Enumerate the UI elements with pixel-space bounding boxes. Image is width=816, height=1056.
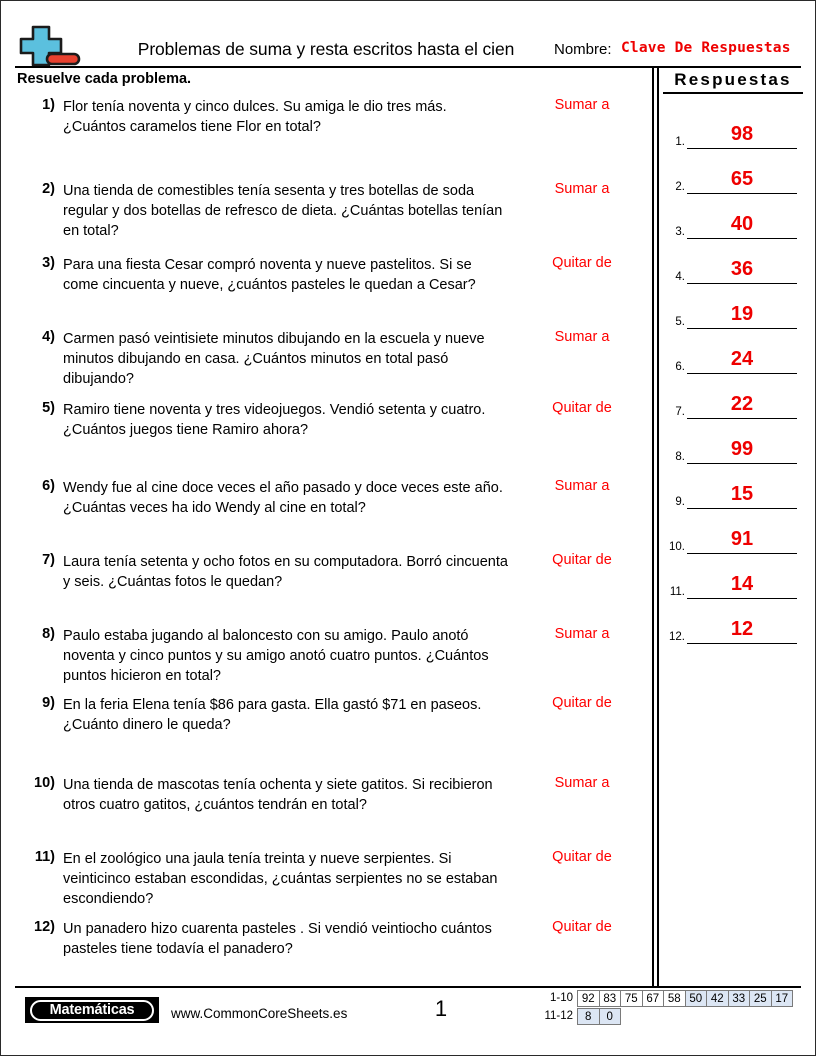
answer-row[interactable] (661, 109, 801, 154)
problem-item (15, 849, 645, 909)
problem-text: Wendy fue al cine doce veces el año pasado y doce veces este año. ¿Cuántas veces ha ido Wendy al cine en total? (63, 480, 503, 516)
answer-number: 1. (675, 136, 685, 148)
page-title: Problemas de suma y resta escritos hasta el cien (137, 39, 515, 59)
answer-number: 11. (669, 586, 685, 598)
problem-text: Para una fiesta Cesar compró noventa y nueve pastelitos. Si se come cincuenta y nueve, ¿cuántos pasteles le quedan a Cesar? (63, 257, 476, 293)
answer-row[interactable] (661, 559, 801, 604)
answer-row[interactable] (661, 334, 801, 379)
answer-blank-line (687, 642, 797, 644)
problem-item (15, 329, 645, 389)
answer-number: 6. (675, 361, 685, 373)
problem-operation-label: Quitar de (552, 849, 612, 865)
problem-operation-label: Quitar de (552, 695, 612, 711)
problem-number: 2) (42, 181, 55, 197)
name-value: Clave De Respuestas (621, 40, 791, 56)
page-header (1, 1, 815, 67)
column-divider-line-inner (657, 67, 659, 987)
answer-number: 3. (675, 226, 685, 238)
answer-number: 2. (675, 181, 685, 193)
brand-pill (30, 1000, 154, 1021)
problem-operation-label: Sumar a (554, 626, 610, 642)
answer-blank-line (687, 507, 797, 509)
problem-operation-label: Quitar de (552, 552, 612, 568)
answer-value: 14 (730, 573, 754, 595)
score-cell: 25 (749, 990, 772, 1007)
score-row (529, 990, 793, 1007)
score-cell: 33 (728, 990, 751, 1007)
answer-row[interactable] (661, 379, 801, 424)
problem-operation-label: Sumar a (554, 181, 610, 197)
answer-row[interactable] (661, 514, 801, 559)
answer-row[interactable] (661, 199, 801, 244)
answer-value: 98 (730, 123, 754, 145)
answer-blank-line (687, 237, 797, 239)
problem-item (15, 919, 645, 959)
problem-operation-label: Sumar a (554, 478, 610, 494)
footer-divider (15, 986, 801, 988)
answer-number: 8. (675, 451, 685, 463)
problem-number: 11) (34, 849, 55, 865)
problem-item (15, 255, 645, 295)
problem-number: 5) (42, 400, 55, 416)
answer-number: 12. (669, 631, 685, 643)
problem-text: Carmen pasó veintisiete minutos dibujando en la escuela y nueve minutos dibujando en casa. ¿Cuántos minutos en total pasó dibujando? (63, 331, 485, 387)
answer-number: 10. (669, 541, 685, 553)
score-cell: 8 (577, 1008, 600, 1025)
answer-number: 4. (675, 271, 685, 283)
score-row (529, 1008, 793, 1025)
score-cell: 50 (685, 990, 708, 1007)
answer-row[interactable] (661, 424, 801, 469)
problem-number: 4) (42, 329, 55, 345)
answer-value: 91 (730, 528, 754, 550)
answer-list (661, 109, 801, 649)
answer-number: 5. (675, 316, 685, 328)
plus-minus-icon (15, 21, 89, 69)
problem-item (15, 552, 645, 592)
answer-value: 12 (730, 618, 754, 640)
problem-text: Una tienda de mascotas tenía ochenta y siete gatitos. Si recibieron otros cuatro gatitos, ¿cuántos tendrán en total? (63, 777, 493, 813)
problem-item (15, 400, 645, 440)
problem-text: En el zoológico una jaula tenía treinta y nueve serpientes. Si veinticinco estaban escondidas, ¿cuántas serpientes no se estaban escondiendo? (63, 851, 498, 907)
problem-operation-label: Sumar a (554, 97, 610, 113)
site-url: www.CommonCoreSheets.es (171, 1006, 348, 1021)
problem-item (15, 181, 645, 241)
answer-row[interactable] (661, 289, 801, 334)
answer-blank-line (687, 192, 797, 194)
score-cell: 83 (599, 990, 622, 1007)
answer-value: 65 (730, 168, 754, 190)
answer-number: 9. (675, 496, 685, 508)
page-number: 1 (434, 996, 448, 1021)
problem-item (15, 626, 645, 686)
score-cell: 92 (577, 990, 600, 1007)
name-label: Nombre: (554, 41, 612, 58)
brand-label: Matemáticas (49, 1002, 135, 1018)
answer-blank-line (687, 372, 797, 374)
problem-text: Laura tenía setenta y ocho fotos en su computadora. Borró cincuenta y seis. ¿Cuántas fotos le quedan? (63, 554, 508, 590)
problem-item (15, 478, 645, 518)
problem-number: 8) (42, 626, 55, 642)
answer-blank-line (687, 327, 797, 329)
problem-operation-label: Quitar de (552, 400, 612, 416)
score-cell: 17 (771, 990, 794, 1007)
answer-blank-line (687, 597, 797, 599)
answer-row[interactable] (661, 469, 801, 514)
answer-row[interactable] (661, 604, 801, 649)
brand-logo (25, 997, 159, 1023)
problem-text: En la feria Elena tenía $86 para gasta. Ella gastó $71 en paseos. ¿Cuánto dinero le queda? (63, 697, 482, 733)
problem-number: 9) (42, 695, 55, 711)
score-row-label: 11-12 (544, 1010, 573, 1022)
score-cell: 67 (642, 990, 665, 1007)
problem-operation-label: Sumar a (554, 329, 610, 345)
problem-operation-label: Quitar de (552, 255, 612, 271)
answer-number: 7. (675, 406, 685, 418)
answer-blank-line (687, 462, 797, 464)
answer-value: 99 (730, 438, 754, 460)
score-row-label: 1-10 (549, 992, 573, 1004)
instructions-text: Resuelve cada problema. (17, 71, 192, 87)
answer-row[interactable] (661, 244, 801, 289)
problem-item (15, 695, 645, 735)
problem-text: Una tienda de comestibles tenía sesenta y tres botellas de soda regular y dos botellas de refresco de dieta. ¿Cuántas botellas tenían en total? (63, 183, 503, 239)
problem-text: Un panadero hizo cuarenta pasteles . Si vendió veintiocho cuántos pasteles tiene todavía el panadero? (63, 921, 492, 957)
score-cell: 75 (620, 990, 643, 1007)
problem-number: 3) (42, 255, 55, 271)
answer-value: 24 (730, 348, 754, 370)
problem-operation-label: Sumar a (554, 775, 610, 791)
column-divider-line-outer (652, 67, 654, 987)
header-divider (15, 66, 801, 68)
answer-value: 15 (730, 483, 754, 505)
problem-text: Ramiro tiene noventa y tres videojuegos. Vendió setenta y cuatro. ¿Cuántos juegos tiene Ramiro ahora? (63, 402, 486, 438)
problem-number: 12) (34, 919, 55, 935)
problem-item (15, 775, 645, 815)
answer-value: 19 (730, 303, 754, 325)
answer-row[interactable] (661, 154, 801, 199)
score-cell: 58 (663, 990, 686, 1007)
problem-operation-label: Quitar de (552, 919, 612, 935)
answer-value: 22 (730, 393, 754, 415)
answer-blank-line (687, 552, 797, 554)
problem-text: Flor tenía noventa y cinco dulces. Su amiga le dio tres más. ¿Cuántos caramelos tiene Flor en total? (63, 99, 447, 135)
score-cell: 42 (706, 990, 729, 1007)
problem-number: 10) (34, 775, 55, 791)
answer-blank-line (687, 417, 797, 419)
problem-number: 7) (42, 552, 55, 568)
answer-value: 40 (730, 213, 754, 235)
score-table (529, 990, 793, 1025)
answers-heading: Respuestas (663, 70, 803, 94)
answer-blank-line (687, 282, 797, 284)
problem-number: 6) (42, 478, 55, 494)
problem-item (15, 97, 645, 137)
answer-value: 36 (730, 258, 754, 280)
problem-number: 1) (42, 97, 55, 113)
answer-blank-line (687, 147, 797, 149)
problem-text: Paulo estaba jugando al baloncesto con su amigo. Paulo anotó noventa y cinco puntos y su amigo anotó cuatro puntos. ¿Cuántos puntos hicieron en total? (63, 628, 489, 684)
score-cell: 0 (599, 1008, 622, 1025)
